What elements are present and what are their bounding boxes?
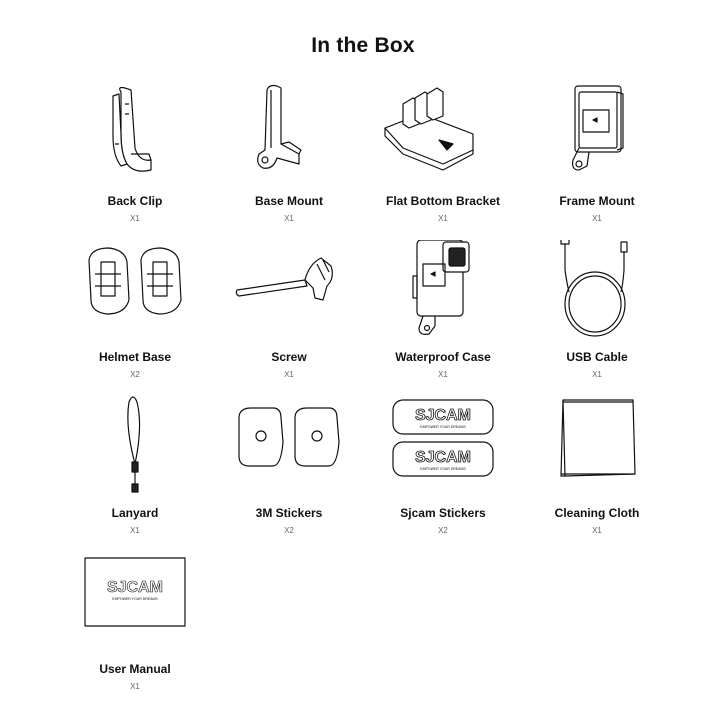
item-name: Waterproof Case [395,350,491,364]
manual-tagline-text: EMPOWER YOUR DREAMS [112,597,158,601]
cleaning-cloth-icon [527,396,667,496]
item-name: Back Clip [107,194,163,208]
sticker-logo-text: SJCAM [414,407,472,424]
flat-bottom-bracket-icon [373,84,513,184]
item-name: Frame Mount [559,194,635,208]
item-name: Flat Bottom Bracket [385,194,501,208]
sticker-tagline-text: EMPOWER YOUR DREAMS [420,425,466,429]
sticker-tagline-text: EMPOWER YOUR DREAMS [420,467,466,471]
manual-logo-text: SJCAM [106,579,164,596]
3m-stickers-icon [219,396,359,496]
user-manual-icon [65,552,205,652]
item-quantity: X2 [284,526,294,535]
item-name: Sjcam Stickers [400,506,486,520]
sticker-logo-text: SJCAM [414,449,472,466]
page-title: In the Box [311,34,415,57]
item-quantity: X1 [438,370,448,379]
item-quantity: X1 [130,682,140,691]
item-name: Cleaning Cloth [554,506,640,520]
item-name: Base Mount [254,194,323,208]
screw-icon [219,240,359,340]
item-name: 3M Stickers [255,506,323,520]
item-quantity: X2 [130,370,140,379]
item-quantity: X1 [438,214,448,223]
item-quantity: X1 [130,214,140,223]
item-quantity: X1 [130,526,140,535]
item-name: USB Cable [566,350,628,364]
frame-mount-icon [527,84,667,184]
waterproof-case-icon [373,240,513,340]
item-quantity: X2 [438,526,448,535]
helmet-base-icon [65,240,205,340]
item-name: Lanyard [111,506,159,520]
item-name: Helmet Base [98,350,172,364]
item-name: Screw [271,350,307,364]
item-quantity: X1 [592,526,602,535]
sjcam-stickers-icon [373,396,513,496]
item-name: User Manual [99,662,171,676]
back-clip-icon [65,84,205,184]
lanyard-icon [65,396,205,496]
item-quantity: X1 [284,370,294,379]
item-quantity: X1 [592,370,602,379]
base-mount-icon [219,84,359,184]
item-quantity: X1 [592,214,602,223]
usb-cable-icon [527,240,667,340]
item-quantity: X1 [284,214,294,223]
